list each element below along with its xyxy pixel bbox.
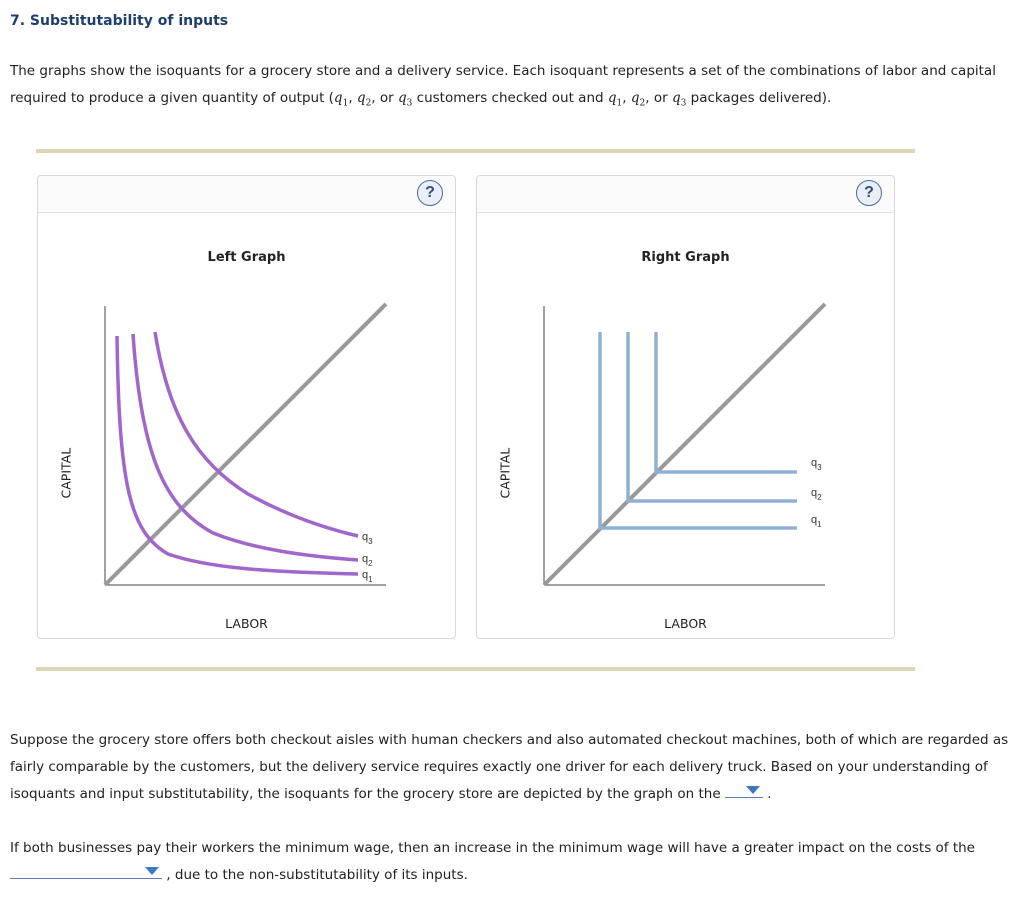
graph-side-dropdown[interactable] bbox=[725, 781, 763, 798]
right-label-q3: $q_3$ bbox=[811, 457, 822, 472]
bottom-divider bbox=[36, 667, 915, 671]
left-graph-title: Left Graph bbox=[207, 250, 286, 265]
right-y-axis-label: CAPITAL bbox=[497, 447, 513, 499]
question-title: 7. Substitutability of inputs bbox=[10, 13, 229, 29]
business-dropdown[interactable] bbox=[10, 862, 162, 879]
sep-b: , bbox=[622, 90, 631, 106]
question-2 bbox=[10, 835, 1015, 889]
left-y-axis-label: CAPITAL bbox=[58, 447, 74, 499]
left-x-axis-label: LABOR bbox=[225, 616, 268, 631]
right-graph-plot bbox=[477, 176, 894, 638]
q1-end: . bbox=[767, 786, 772, 802]
question-1 bbox=[10, 727, 1015, 808]
right-help-icon[interactable]: ? bbox=[856, 180, 882, 206]
q1-line-3-text: isoquants and input substitutability, the isoquants for the grocery store are depicted by the graph on the bbox=[10, 786, 721, 802]
left-label-q2: $q_2$ bbox=[362, 553, 373, 568]
sep: , bbox=[348, 90, 357, 106]
right-graph-panel bbox=[476, 175, 895, 639]
right-x-axis-label: LABOR bbox=[664, 616, 707, 631]
left-graph-plot bbox=[38, 176, 455, 638]
or-b: , or bbox=[645, 90, 672, 106]
intro-text-a: required to produce a given quantity of output ( bbox=[10, 90, 334, 106]
q1-line-3 bbox=[10, 781, 1015, 808]
intro-line-1: The graphs show the isoquants for a grocery store and a delivery service. Each isoquant represents a set of the combinations of labor and capital bbox=[10, 63, 996, 79]
top-divider bbox=[36, 149, 915, 153]
q1-symbol-b: $q_1$ bbox=[607, 90, 623, 109]
q2-symbol-b: $q_2$ bbox=[630, 90, 646, 109]
intro-line-2 bbox=[10, 85, 1015, 118]
left-help-icon[interactable]: ? bbox=[417, 180, 443, 206]
q1-line-2: fairly comparable by the customers, but the delivery service requires exactly one driver for each delivery truck. Based on your understanding of bbox=[10, 759, 988, 775]
q2-line-2 bbox=[10, 862, 1015, 889]
q3-symbol: $q_3$ bbox=[397, 90, 413, 109]
q2-after: , due to the non-substitutability of its inputs. bbox=[166, 867, 468, 883]
intro-text-c: packages delivered). bbox=[686, 90, 832, 106]
q1-symbol: $q_1$ bbox=[333, 90, 349, 109]
right-label-q2: $q_2$ bbox=[811, 487, 822, 502]
chevron-down-icon bbox=[145, 867, 159, 875]
q2-symbol: $q_2$ bbox=[356, 90, 372, 109]
intro-text bbox=[10, 58, 1015, 118]
right-expansion-ray bbox=[544, 304, 825, 585]
left-label-q3: $q_3$ bbox=[362, 531, 373, 546]
left-label-q1: $q_1$ bbox=[362, 569, 373, 584]
intro-text-b: customers checked out and bbox=[412, 90, 608, 106]
q2-line-1: If both businesses pay their workers the minimum wage, then an increase in the minimum wage will have a greater impact on the costs of the bbox=[10, 840, 975, 856]
right-label-q1: $q_1$ bbox=[811, 514, 822, 529]
q1-line-1: Suppose the grocery store offers both checkout aisles with human checkers and also automated checkout machines, both of which are regarded as bbox=[10, 732, 1009, 748]
chevron-down-icon bbox=[746, 786, 760, 794]
q3-symbol-b: $q_3$ bbox=[671, 90, 687, 109]
or: , or bbox=[371, 90, 398, 106]
right-graph-title: Right Graph bbox=[641, 250, 730, 265]
left-graph-panel bbox=[37, 175, 456, 639]
